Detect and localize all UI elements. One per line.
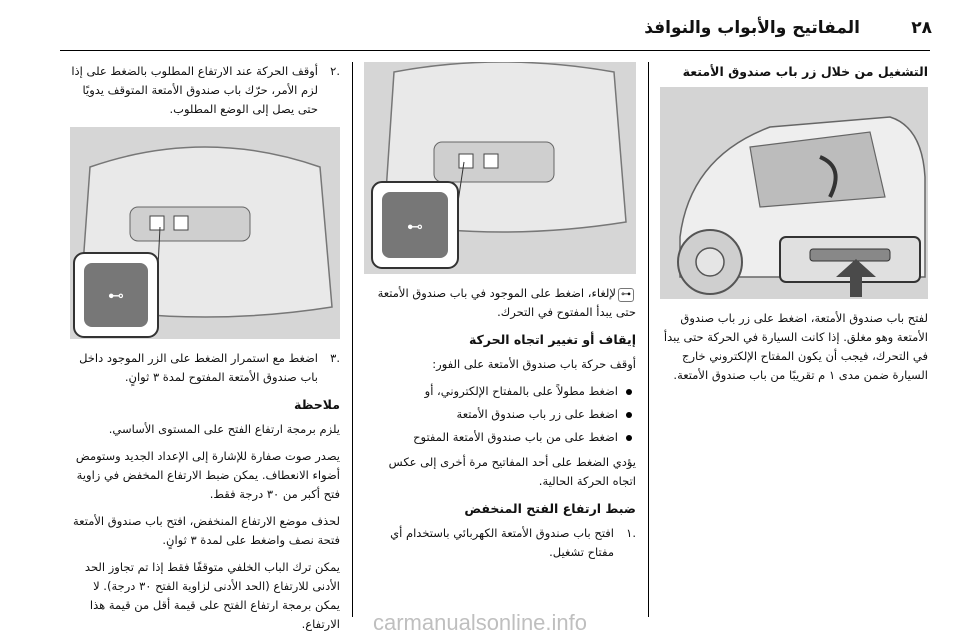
figure-tailgate-interior [70, 127, 340, 339]
figure-tailgate-exterior [660, 87, 928, 299]
note-paragraph: لحذف موضع الارتفاع المنخفض، افتح باب صندوق الأمتعة فتحة نصف واضغط على لمدة ٣ ثوانٍ. [73, 514, 340, 547]
note-paragraph: يمكن ترك الباب الخلفي متوقفًا فقط إذا تم تجاوز الحد الأدنى للارتفاع (الحد الأدنى لزاوية الفتح ٣٠ درجة). لا يمكن برمجة ارتفاع الفتح على قيمة أقل من قيمة هذا الارتفاع. [84, 560, 340, 631]
column-divider [352, 62, 353, 617]
tailgate-interior-illustration [70, 127, 340, 339]
tailgate-exterior-illustration [660, 87, 928, 299]
tailgate-icon: ⊶ [618, 288, 634, 302]
note-paragraph: يلزم برمجة ارتفاع الفتح على المستوى الأساسي. [108, 422, 340, 436]
watermark: carmanualsonline.info [372, 610, 588, 635]
stop-methods-list [364, 382, 636, 447]
subheading-height: ضبط ارتفاع الفتح المنخفض [464, 501, 636, 516]
list-item: اضغط على زر باب صندوق الأمتعة [364, 405, 636, 424]
note-heading: ملاحظة [294, 397, 340, 412]
step-2: .٢ أوقف الحركة عند الارتفاع المطلوب بالضغط على إذا لزم الأمر، حرّك باب صندوق الأمتعة المتوقف يدويًا حتى يصل إلى الوضع المطلوب. [71, 64, 340, 116]
right-body-text: لفتح باب صندوق الأمتعة، اضغط على زر باب صندوق الأمتعة وهو مغلق. إذا كانت السيارة في الحركة حتى يبدأ في التحرك، فيجب أن يكون المفتاح الإلكتروني خارج السيارة ضمن مدى ١ م تقريبًا من باب صندوق الأمتعة. [663, 311, 928, 382]
page-number: ٢٨ [911, 18, 932, 38]
step-1: .١ افتح باب صندوق الأمتعة الكهربائي باستخدام أي مفتاح تشغيل. [390, 526, 636, 559]
note-paragraph: يصدر صوت صفارة للإشارة إلى الإعداد الجديد وستومض أضواء الانعطاف. يمكن ضبط الارتفاع المخفض في زاوية فتح أكبر من ٣٠ درجة فقط. [75, 449, 340, 501]
middle-column [364, 62, 636, 570]
running-head: المفاتيح والأبواب والنوافذ [644, 18, 860, 38]
reverse-intro: أوقف حركة باب صندوق الأمتعة على الفور: [432, 357, 636, 371]
list-item: اضغط على من باب صندوق الأمتعة المفتوح [364, 428, 636, 447]
column-divider [648, 62, 649, 617]
step-3: .٣ اضغط مع استمرار الضغط على الزر الموجود داخل باب صندوق الأمتعة المفتوح لمدة ٣ ثوانٍ. [79, 351, 340, 384]
figure-tailgate-button [364, 62, 636, 274]
svg-text:⊶: ⊶ [108, 286, 124, 305]
svg-text:⊶: ⊶ [407, 217, 423, 236]
section-heading: التشغيل من خلال زر باب صندوق الأمتعة [682, 64, 928, 79]
cancel-text: ⊶لإلغاء، اضغط على الموجود في باب صندوق الأمتعة حتى يبدأ المفتوح في التحرك. [377, 286, 636, 319]
list-item: اضغط مطولاً على بالمفتاح الإلكتروني، أو [364, 382, 636, 401]
subheading-reverse: إيقاف أو تغيير اتجاه الحركة [468, 332, 636, 347]
left-column [70, 62, 340, 642]
reverse-after-text: يؤدي الضغط على أحد المفاتيح مرة أخرى إلى عكس اتجاه الحركة الحالية. [388, 455, 636, 488]
tailgate-button-illustration [364, 62, 636, 274]
header-rule [60, 50, 930, 51]
page-header [0, 0, 960, 52]
right-column [660, 62, 928, 393]
